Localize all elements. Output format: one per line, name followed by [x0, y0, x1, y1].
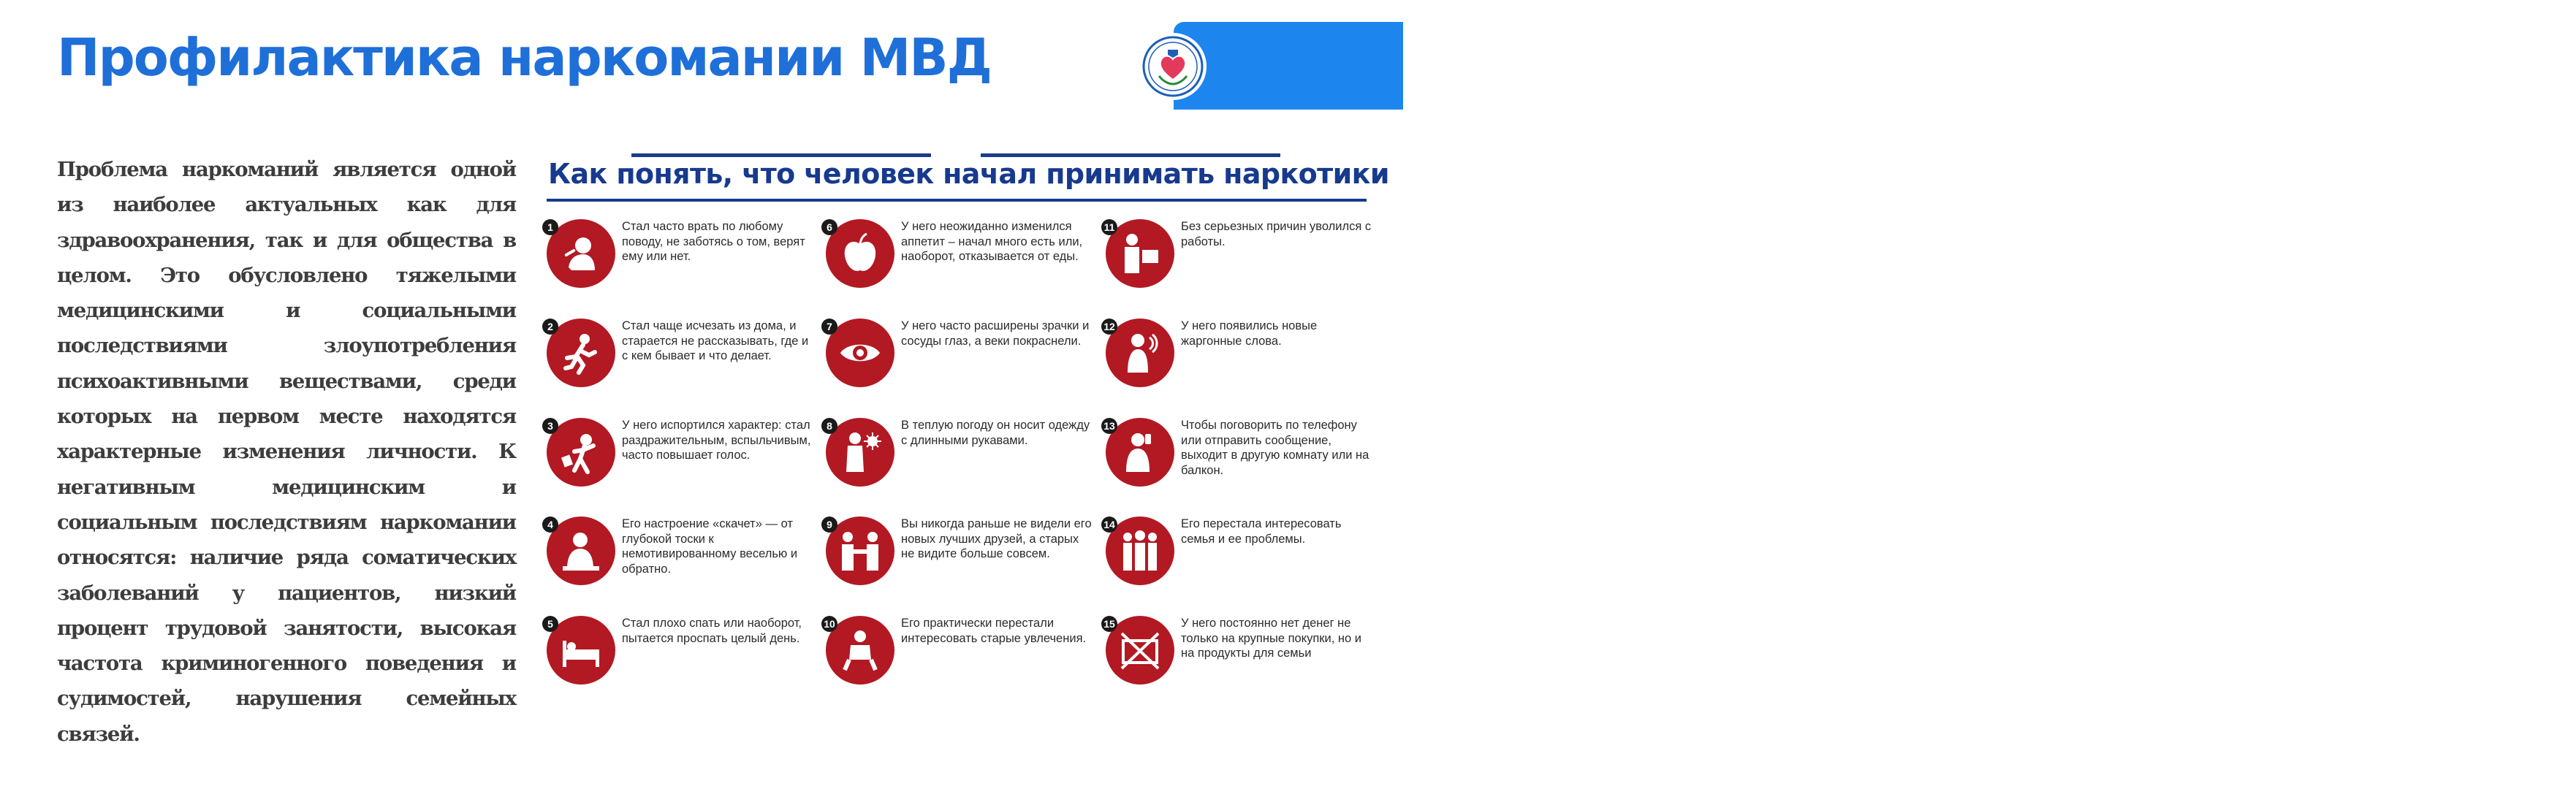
- sign-description: У него неожиданно изменился аппетит – начал много есть или, наоборот, отказывается от еды.: [901, 220, 1083, 263]
- sign-description: Его настроение «скачет» — от глубокой тоски к немотивированному веселью и обратно.: [622, 517, 798, 576]
- sign-description: У него постоянно нет денег не только на крупные покупки, но и на продукты для семьи: [1181, 617, 1361, 660]
- top-rule-right: [981, 153, 1280, 157]
- sign-card-4: [542, 517, 817, 597]
- top-rule-left: [631, 153, 931, 157]
- sign-card-3: [542, 418, 817, 498]
- sign-description: Вы никогда раньше не видели его новых лучших друзей, а старых не видите больше совсем.: [901, 517, 1092, 560]
- sign-card-15: [1101, 616, 1376, 696]
- sign-description: Стал плохо спать или наоборот, пытается проспать целый день.: [622, 617, 802, 645]
- infographic-heading: Как понять, что человек начал принимать наркотики: [548, 158, 1389, 190]
- sign-description: У него часто расширены зрачки и сосуды глаз, а веки покраснели.: [901, 319, 1090, 348]
- sign-description: Без серьезных причин уволился с работы.: [1181, 220, 1372, 248]
- sign-number: 6: [821, 219, 837, 235]
- sign-number: 8: [821, 418, 837, 434]
- sign-card-10: [821, 616, 1096, 696]
- sign-card-9: [821, 517, 1096, 597]
- hospital-logo-icon: [1141, 35, 1204, 98]
- sign-number: 2: [542, 319, 558, 335]
- sign-card-12: [1101, 319, 1376, 399]
- heading-underline: [547, 199, 1367, 202]
- sign-number: 7: [821, 319, 837, 335]
- sign-number: 12: [1101, 319, 1117, 335]
- sign-card-7: [821, 319, 1096, 399]
- sign-number: 13: [1101, 418, 1117, 434]
- sign-description: У него появились новые жаргонные слова.: [1181, 319, 1318, 348]
- site-badge[interactable]: [1174, 22, 2576, 110]
- sign-number: 3: [542, 418, 558, 434]
- sign-description: Стал часто врать по любому поводу, не заботясь о том, верят ему или нет.: [622, 220, 805, 263]
- sign-number: 14: [1101, 517, 1117, 533]
- sign-number: 5: [542, 616, 558, 632]
- sign-description: Чтобы поговорить по телефону или отправить сообщение, выходит в другую комнату или на балкон.: [1181, 419, 1369, 477]
- sign-number: 10: [821, 616, 837, 632]
- sign-card-8: [821, 418, 1096, 498]
- sign-description: В теплую погоду он носит одежду с длинными рукавами.: [901, 419, 1090, 447]
- sign-description: Стал чаще исчезать из дома, и старается не рассказывать, где и с кем бывает и что делает.: [622, 319, 809, 362]
- sign-number: 4: [542, 517, 558, 533]
- sign-number: 1: [542, 219, 558, 235]
- infographic: [542, 150, 1389, 691]
- sign-card-13: [1101, 418, 1376, 498]
- sign-description: У него испортился характер: стал раздражительным, вспыльчивым, часто повышает голос.: [622, 419, 811, 462]
- sign-card-11: [1101, 219, 1376, 300]
- sign-card-2: [542, 319, 817, 399]
- sign-card-14: [1101, 517, 1376, 597]
- sign-card-5: [542, 616, 817, 696]
- sign-number: 15: [1101, 616, 1117, 632]
- sign-card-1: [542, 219, 817, 300]
- body-paragraph: Проблема наркоманий является одной из наиболее актуальных как для здравоохранения, так и для общества в целом. Это обусловлено тяжелыми медицинскими и социальными последствиями злоупотребления психоактивными веществами, среди которых на первом месте находятся характерные изменения личности. К негативным медицинским и социальным последствиям наркомании относятся: наличие ряда соматических заболеваний у пациентов, низкий процент трудовой занятости, высокая частота криминогенного поведения и судимостей, нарушения семейных связей.: [57, 158, 516, 746]
- sign-description: Его практически перестали интересовать старые увлечения.: [901, 617, 1087, 645]
- page-title: Профилактика наркомании МВД: [57, 28, 991, 88]
- sign-card-6: [821, 219, 1096, 300]
- sign-description: Его перестала интересовать семья и ее проблемы.: [1181, 517, 1342, 546]
- site-name[interactable]: schuchincrb.by: [2388, 72, 2576, 98]
- sign-number: 9: [821, 517, 837, 533]
- sign-number: 11: [1101, 219, 1117, 235]
